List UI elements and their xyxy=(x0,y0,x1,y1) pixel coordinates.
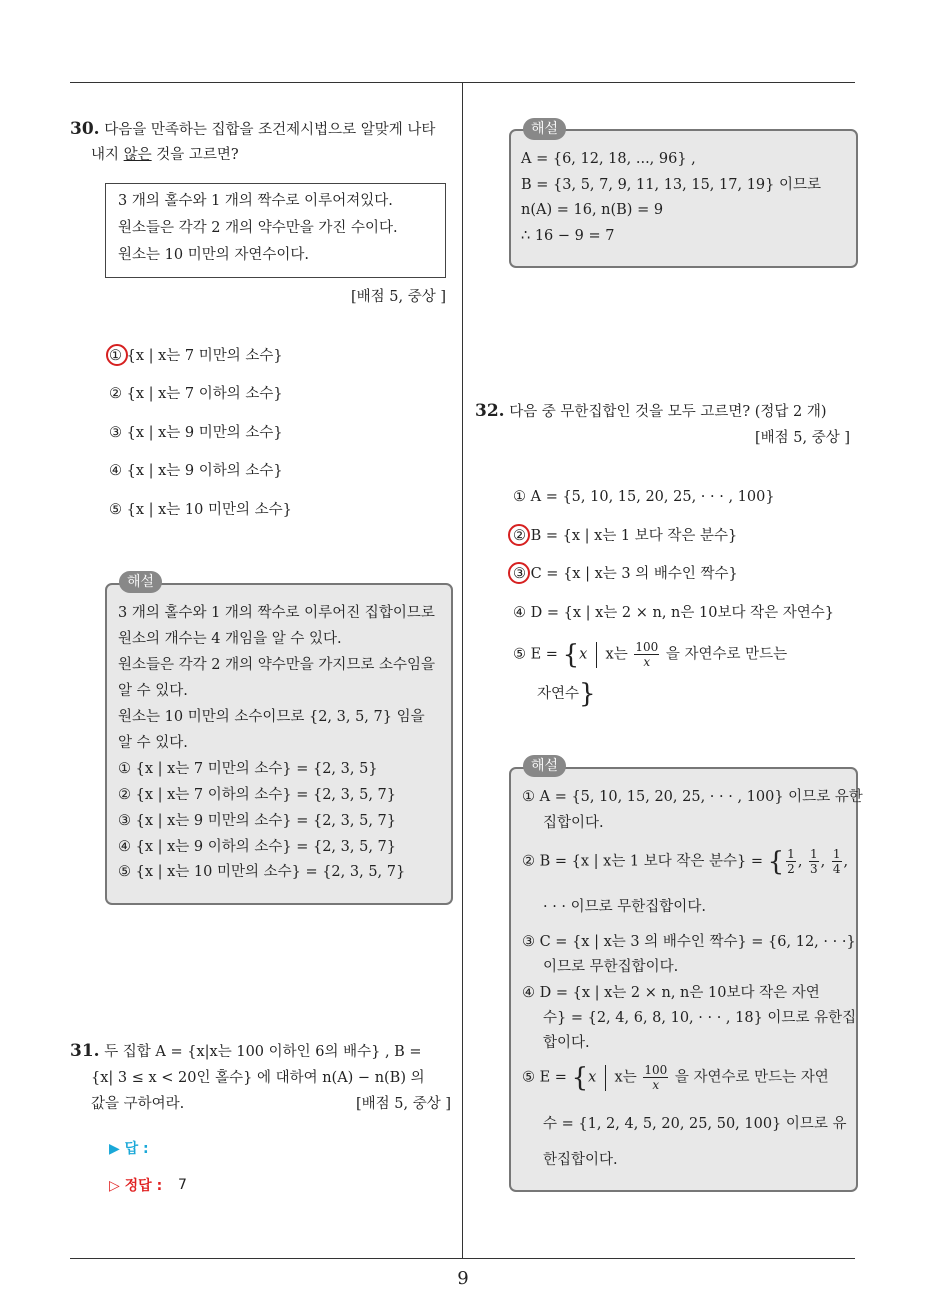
q30-option-1[interactable]: ① {x | x는 7 미만의 소수} xyxy=(109,348,283,364)
q32-sol-b-cont: · · · 이므로 무한집합이다. xyxy=(543,899,706,915)
q32-sol-line xyxy=(543,1110,847,1138)
q30-option-3[interactable]: ③ {x | x는 9 미만의 소수} xyxy=(109,425,283,441)
fraction-numerator: 1 xyxy=(832,847,841,861)
fraction-numerator: 100 xyxy=(644,1063,668,1077)
q32-opt5-mid: x는 xyxy=(605,646,628,663)
q32-sol-line xyxy=(543,893,706,921)
q32-number: 32. xyxy=(475,401,505,421)
set-bar-icon xyxy=(605,1065,606,1091)
q32-sol-e-result: 수 = {1, 2, 4, 5, 20, 25, 50, 100} 이므로 유 xyxy=(543,1116,847,1132)
q31-sol-line: A = {6, 12, 18, ..., 96} , xyxy=(521,151,696,167)
q32-sol-e-var: x xyxy=(588,1069,597,1086)
left-brace-icon: { xyxy=(767,846,785,877)
q31-answer-label: ▶ 답 : xyxy=(109,1141,149,1157)
q32-sol-e-mid: x는 xyxy=(614,1069,637,1086)
q30-solution-tag: 해설 xyxy=(119,571,162,593)
q32-sol-e-post: 을 자연수로 만드는 자연 xyxy=(674,1069,829,1086)
q30-condition-2: 원소들은 각각 2 개의 약수만을 가진 수이다. xyxy=(118,220,398,236)
q32-opt5-line2-text: 자연수 xyxy=(537,686,580,702)
q32-sol-line: 한집합이다. xyxy=(543,1152,618,1168)
q30-option-4[interactable]: ④ {x | x는 9 이하의 소수} xyxy=(109,463,283,479)
q32-sol-line: ④ D = {x | x는 2 × n, n은 10보다 작은 자연 xyxy=(522,985,820,1001)
q30-sol-line: 원소들은 각각 2 개의 약수만을 가지므로 소수임을 xyxy=(118,657,436,673)
q30-text-pre: 내지 xyxy=(91,147,124,163)
q30-sol-line: ② {x | x는 7 이하의 소수} = {2, 3, 5, 7} xyxy=(118,787,396,803)
q30-sol-line: ③ {x | x는 9 미만의 소수} = {2, 3, 5, 7} xyxy=(118,813,396,829)
q32-sol-line: ① A = {5, 10, 15, 20, 25, · · · , 100} 이므로 유한 xyxy=(522,789,863,805)
q32-sol-line: 합이다. xyxy=(543,1035,590,1051)
q30-option-2[interactable]: ② {x | x는 7 이하의 소수} xyxy=(109,386,283,402)
q32-option-4[interactable]: ④ D = {x | x는 2 × n, n은 10보다 작은 자연수} xyxy=(513,605,834,621)
q32-sol-line: 이므로 무한집합이다. xyxy=(543,959,679,975)
q30-sol-line: 원소의 개수는 4 개임을 알 수 있다. xyxy=(118,631,342,647)
fraction-denominator: 2 xyxy=(787,862,795,876)
q31-text-line2: {x| 3 ≤ x < 20인 홀수} 에 대하여 n(A) − n(B) 의 xyxy=(91,1070,425,1086)
q31-line1 xyxy=(70,1041,422,1062)
fraction xyxy=(643,1063,668,1092)
fraction-denominator: x xyxy=(643,655,651,669)
q31-correct-label: ▷ 정답 : xyxy=(109,1178,163,1194)
q30-sol-line: 알 수 있다. xyxy=(118,683,188,699)
fraction-numerator: 1 xyxy=(787,847,795,861)
q30-sol-line: 3 개의 홀수와 1 개의 짝수로 이루어진 집합이므로 xyxy=(118,605,435,621)
fraction-denominator: 3 xyxy=(810,862,818,876)
fraction xyxy=(809,847,819,876)
q31-meta: [배점 5, 중상 ] xyxy=(356,1096,452,1112)
bottom-rule xyxy=(70,1258,855,1259)
q32-solution-tag: 해설 xyxy=(523,755,566,777)
fraction-denominator: 4 xyxy=(832,862,841,876)
fraction-numerator: 100 xyxy=(635,640,659,654)
q32-opt5-prefix: ⑤ E = xyxy=(513,646,558,663)
q30-condition-1: 3 개의 홀수와 1 개의 짝수로 이루어져있다. xyxy=(118,193,393,209)
set-bar-icon xyxy=(596,642,597,668)
q30-meta: [배점 5, 중상 ] xyxy=(351,289,447,305)
q31-correct-value: 7 xyxy=(178,1177,187,1193)
q32-sol-line-e xyxy=(522,1063,829,1092)
q30-condition-3: 원소는 10 미만의 자연수이다. xyxy=(118,247,309,263)
q32-opt5-var: x xyxy=(579,646,588,663)
q32-sol-line-fracs: ② B = {x | x는 1 보다 작은 분수} = { $\frac{1}{2}$ , $\frac{1}{3}$ , $\frac{1}{4}$ , xyxy=(522,846,849,877)
q31-text-line3: 값을 구하여라. xyxy=(91,1096,185,1112)
right-brace-icon: } xyxy=(579,679,596,709)
q31-number: 31. xyxy=(70,1041,100,1061)
q30-text-underlined: 않은 xyxy=(123,147,152,163)
q30-header xyxy=(70,119,435,140)
q30-text-post: 것을 고르면? xyxy=(151,147,239,163)
q31-sol-line: ∴ 16 − 9 = 7 xyxy=(521,228,615,244)
q32-option-3[interactable]: ③ C = {x | x는 3 의 배수인 짝수} xyxy=(513,566,738,582)
page-number: 9 xyxy=(457,1268,469,1289)
left-brace-icon: { xyxy=(571,1062,589,1093)
q32-text: 다음 중 무한집합인 것을 모두 고르면? (정답 2 개) xyxy=(509,404,827,420)
q32-sol-line: 집합이다. xyxy=(543,815,604,831)
column-divider xyxy=(462,83,463,1259)
q32-sol-e-prefix: ⑤ E = xyxy=(522,1069,567,1086)
q32-option-1[interactable]: ① A = {5, 10, 15, 20, 25, · · · , 100} xyxy=(513,489,775,505)
q30-text-line2 xyxy=(91,145,239,165)
left-brace-icon: { xyxy=(562,639,580,670)
fraction xyxy=(832,847,842,876)
q32-sol-line: ③ C = {x | x는 3 의 배수인 짝수} = {6, 12, · · ·} xyxy=(522,934,856,950)
q32-meta: [배점 5, 중상 ] xyxy=(755,430,851,446)
q30-text-line1: 다음을 만족하는 집합을 조건제시법으로 알맞게 나타 xyxy=(104,122,436,138)
fraction xyxy=(786,847,796,876)
q30-sol-line: ④ {x | x는 9 이하의 소수} = {2, 3, 5, 7} xyxy=(118,839,396,855)
q32-option-2[interactable]: ② B = {x | x는 1 보다 작은 분수} xyxy=(513,528,738,544)
q31-sol-line: n(A) = 16, n(B) = 9 xyxy=(521,202,664,218)
q31-solution-tag: 해설 xyxy=(523,118,566,140)
q32-sol-b-text: ② B = {x | x는 1 보다 작은 분수} = xyxy=(522,853,764,870)
q30-sol-line: ⑤ {x | x는 10 미만의 소수} = {2, 3, 5, 7} xyxy=(118,864,406,880)
fraction-denominator: x xyxy=(652,1078,660,1092)
fraction xyxy=(634,640,659,669)
q32-opt5-post: 을 자연수로 만드는 xyxy=(665,646,788,663)
q30-sol-line: 원소는 10 미만의 소수이므로 {2, 3, 5, 7} 임을 xyxy=(118,709,425,725)
q31-sol-line: B = {3, 5, 7, 9, 11, 13, 15, 17, 19} 이므로 xyxy=(521,177,822,193)
q30-sol-line: ① {x | x는 7 미만의 소수} = {2, 3, 5} xyxy=(118,761,378,777)
q32-option-5-line2 xyxy=(537,680,596,708)
q30-number: 30. xyxy=(70,119,100,139)
q32-sol-line: 수} = {2, 4, 6, 8, 10, · · · , 18} 이므로 유한집 xyxy=(543,1010,857,1026)
q30-option-5[interactable]: ⑤ {x | x는 10 미만의 소수} xyxy=(109,502,292,518)
fraction-numerator: 1 xyxy=(810,847,818,861)
q32-option-5[interactable] xyxy=(513,640,787,669)
q32-header xyxy=(475,401,827,422)
q31-text-line1: 두 집합 A = {x|x는 100 이하인 6의 배수} , B = xyxy=(104,1044,422,1060)
q30-sol-line: 알 수 있다. xyxy=(118,735,188,751)
